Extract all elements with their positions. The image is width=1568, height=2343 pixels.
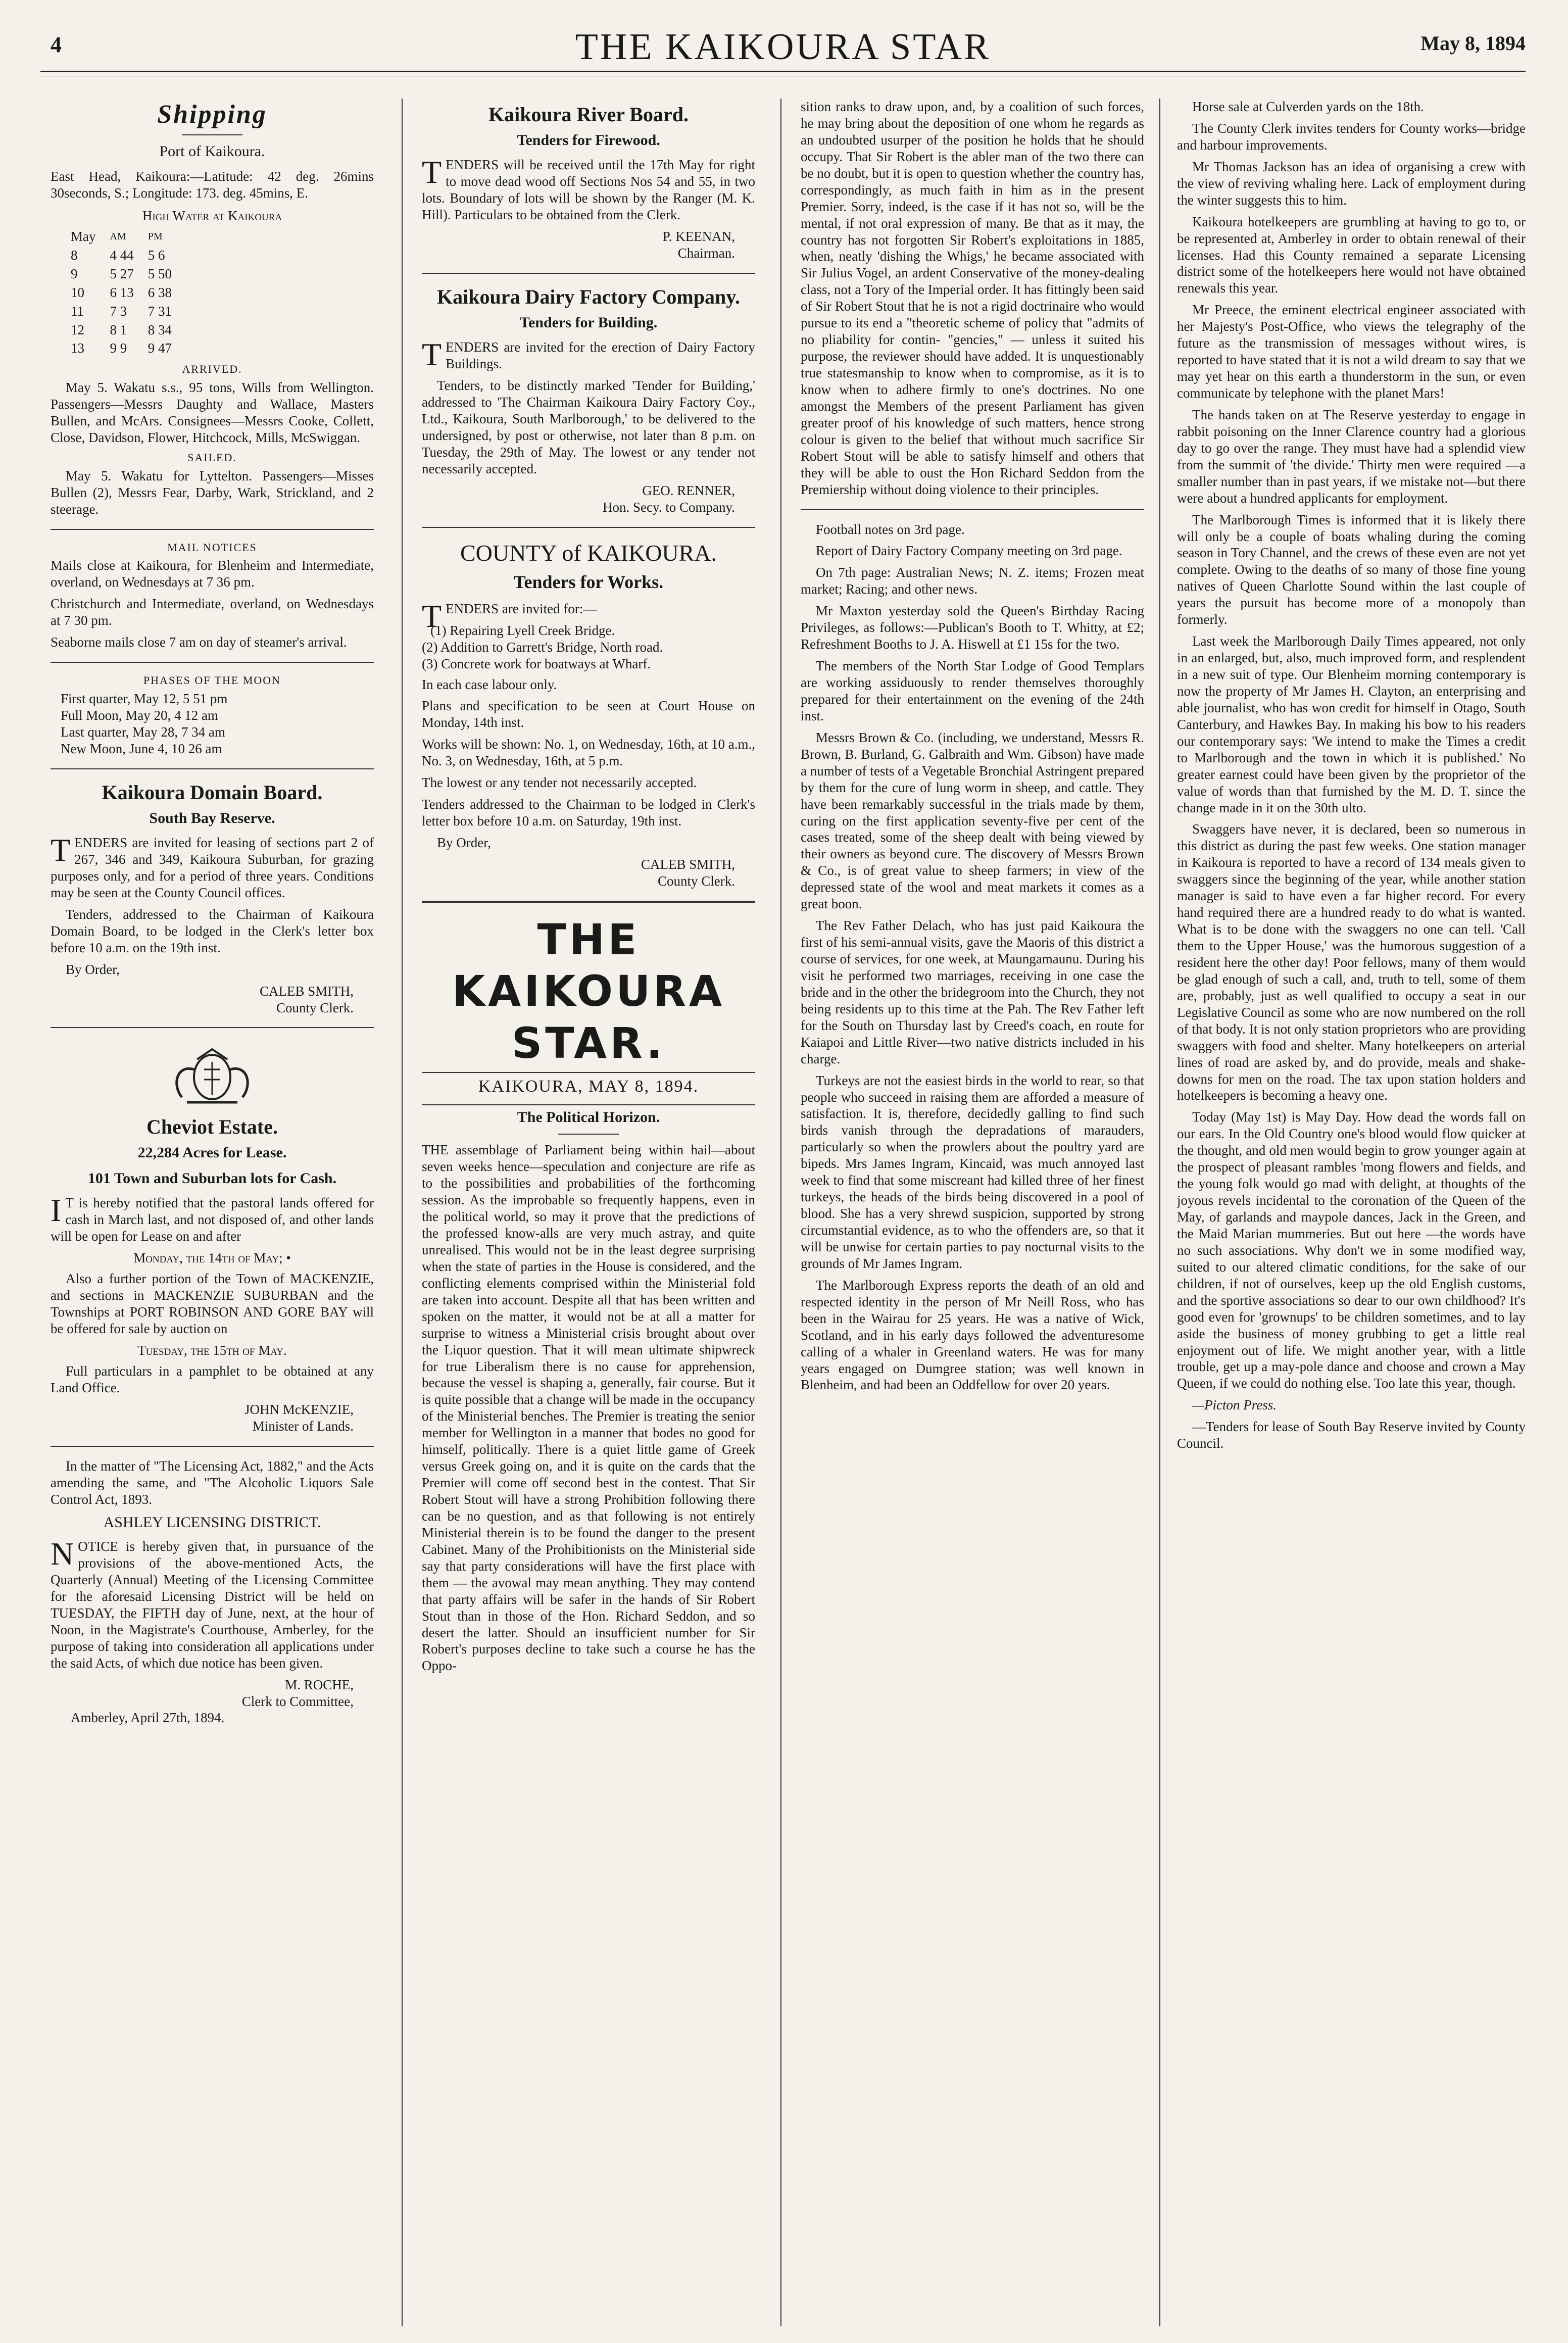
drop-cap: T bbox=[422, 154, 442, 190]
county-p4: The lowest or any tender not necessarily accepted. bbox=[422, 775, 697, 791]
domain-board-body2: Tenders, addressed to the Chairman of Kaikoura Domain Board, to be lodged in the Clerk's letter box before 10 a.m. on the 19th inst. bbox=[51, 906, 374, 955]
county-items bbox=[422, 622, 755, 672]
news-source: —Picton Press. bbox=[1192, 1397, 1277, 1413]
port-location: East Head, Kaikoura:—Latitude: 42 deg. 26mins 30seconds, S.; Longitude: 173. deg. 45mins, E. bbox=[51, 169, 374, 201]
signature-title: County Clerk. bbox=[276, 1000, 354, 1015]
tide-cell: 7 3 bbox=[110, 303, 127, 319]
news-item: Today (May 1st) is May Day. How dead the words fall on our ears. In the Old Country one's blood would flow quicker at the thought, and old men would begin to grow younger again at the prospect of pleasant rambles 'mong flowers and fields, and the young folk would go mad with delight, at thoughts of the joyous revels incidental to the coronation of the Queen of the May, of garlands and maypole dances, Jack in the Green, and the Maid Marian mummeries. But out here —the words have no such associations. Why don't we in some modified way, suited to our altered climatic conditions, for the sake of our children, if not of ourselves, keep up the old English customs, and the sportive associations so dear to our own childhood? It's good even for 'grownups' to be children sometimes, and to lay aside the business of money grubbing to get a little real enjoyment out of life. We might another year, with a little trouble, get up a may-pole dance and choose and crown a May Queen, if we could do nothing else. Too late this year, though. bbox=[1177, 1109, 1526, 1391]
tide-cell: 4 44 bbox=[110, 247, 134, 263]
tide-cell: 11 bbox=[71, 303, 84, 319]
tide-col-header: AM bbox=[110, 231, 126, 242]
tide-cell: 6 13 bbox=[110, 284, 134, 300]
news-item: Swaggers have never, it is declared, been so numerous in this district as during the past few weeks. One station manager in Kaikoura is reported to have a record of 134 meals given to swaggers since the beginning of the year, while another station manager is said to have even a far higher record. For every hand required there are a hundred ready to do what is wanted. What is to be done with the swaggers no one can tell. 'Call them to the Upper House,' was the humorous suggestion of a resident here the other day! Poor fellows, many of them would be glad enough of such a call, and, truth to tell, some of them are, probably, just as well qualified to occupy a seat in our Legislative Council as some who are now numbered on the roll of that body. It is not only station proprietors who are providing swaggers with food and shelter. Many hotelkeepers on arterial lines of road are asked by, and do provide, meals and shake-downs for men on the road. The tax upon station holders and hotelkeepers is becoming a heavy one. bbox=[1177, 821, 1526, 1103]
news-item: The County Clerk invites tenders for County works—bridge and harbour improvements. bbox=[1177, 120, 1526, 153]
column-2 bbox=[422, 99, 755, 1679]
tide-cell: 8 1 bbox=[110, 322, 127, 337]
masthead-date: May 8, 1894 bbox=[1420, 32, 1526, 55]
arrived-text: May 5. Wakatu s.s., 95 tons, Wills from Wellington. Passengers—Messrs Daughty and Wallace, Masters Bullen, and McArs. Consignees—Messrs Cooke, Collett, Close, Davidson, Flower, Hitchcock, Mills, McSwiggan. bbox=[51, 380, 374, 446]
news-item: Report of Dairy Factory Company meeting on 3rd page. bbox=[816, 543, 1122, 559]
news-item: Mr Preece, the eminent electrical engineer associated with her Majesty's Post-Office, who views the telegraphy of the future as the transmission of messages without wires, is reported to have stated that it is not a wild dream to say that we may yet hear on this earth a thunderstorm in the sun, or even communicate by telephone with the planet Mars! bbox=[1177, 302, 1526, 401]
shipping-heading: Shipping bbox=[157, 100, 267, 129]
tide-cell: 9 bbox=[71, 266, 78, 281]
dairy-heading: Kaikoura Dairy Factory Company. bbox=[437, 285, 740, 309]
signature-title: Clerk to Committee, bbox=[241, 1693, 354, 1709]
moon-line: New Moon, June 4, 10 26 am bbox=[61, 741, 222, 756]
licensing-heading: ASHLEY LICENSING DISTRICT. bbox=[103, 1514, 321, 1531]
river-board-body: ENDERS will be received until the 17th May for right to move dead wood off Sections Nos 54 and 55, in two lots. Boundary of lots will be shown by the Ranger (M. K. Hill). Particulars to be obtained from the Clerk. bbox=[422, 157, 755, 223]
news-item: Football notes on 3rd page. bbox=[816, 521, 965, 537]
licensing-body: OTICE is hereby given that, in pursuance of the provisions of the above-mentioned Acts, the Quarterly (Annual) Meeting of the Licensing Committee for the aforesaid Licensing District will be held on TUESDAY, the FIFTH day of June, next, at the hour of Noon, in the Magistrate's Courthouse, Amberley, for the purpose of taking into consideration all applications under the said Acts, of which due notice has been given. bbox=[51, 1539, 374, 1671]
drop-cap: T bbox=[422, 598, 442, 634]
county-intro: ENDERS are invited for:— bbox=[446, 601, 597, 616]
column-divider bbox=[402, 99, 403, 2326]
signature-title: Chairman. bbox=[677, 246, 735, 261]
masthead-title: THE KAIKOURA STAR bbox=[575, 26, 991, 68]
masthead bbox=[40, 20, 1526, 67]
drop-cap: I bbox=[51, 1192, 62, 1229]
news-item: Horse sale at Culverden yards on the 18th. bbox=[1192, 99, 1424, 114]
moon-line: Last quarter, May 28, 7 34 am bbox=[61, 724, 225, 740]
column-4 bbox=[1177, 99, 1526, 1457]
newspaper-flag: THE KAIKOURA STAR. bbox=[452, 914, 725, 1068]
list-item: (2) Addition to Garrett's Bridge, North road. bbox=[422, 639, 663, 655]
news-item: Turkeys are not the easiest birds in the world to rear, so that people who succeed in raising them are afforded a measure of satisfaction. It is, therefore, decidedly galling to find such birds vanish through the depradations of marauders, particularly so when the prowlers about the poultry yard are bipeds. Mrs James Ingram, Kincaid, was much annoyed last week to find that some miscreant had killed three of her finest turkeys, the heads of the birds being discovered in a pool of blood. She has a very shrewd suspicion, supported by strong circumstantial evidence, as to who the offenders are, so that it will be unwise for certain parties to pay nocturnal visits to the grounds of Mr James Ingram. bbox=[801, 1072, 1144, 1271]
licensing-intro: In the matter of "The Licensing Act, 1882," and the Acts amending the same, and "The Alcoholic Liquors Sale Control Act, 1893. bbox=[51, 1458, 374, 1507]
editorial-body: THE assemblage of Parliament being within hail—about seven weeks hence—speculation and conjecture are rife as to the possibilities and probabilities of the forthcoming session. As the improbable so frequently happens, even in the political world, so may it prove that the predictions of the professed know-alls are very much astray, and quite unrealised. This would not be in the least degree surprising when the state of parties in the House is considered, and the conflicting elements comprised within the Ministerial fold are taken into account. Despite all that has been written and spoken on the matter, it would not be at all a matter for surprise to witness a Ministerial crisis brought about over the Liquor question. That it will mean ultimate shipwreck for true Liberalism there is no cause for apprehension, because the vessel is shaping a, generally, fair course. But it is quite possible that a change will be made in the occupancy of the Ministerial benches. The Premier is treating the senior member for Wellington in a manner that bodes no good for himself, politically. There is a quiet little game of Greek versus Greek going on, and it is quite on the cards that the Premier will come off second best in the contest. That Sir Robert Stout will have a strong Prohibition following there can be no question, and as that following is not entirely Ministerial therein is to be found the danger to the present Cabinet. Many of the Prohibitionists on the Ministerial side say that party considerations will have the first place with them — the avowal may mean anything. They may contend that party affairs will be safer in the hands of Sir Robert Stout than in those of the Hon. Richard Seddon, and so desert the latter. Should an insufficient number for Sir Robert's purposes decline to take such a course he has the Oppo- bbox=[422, 1142, 755, 1674]
drop-cap: T bbox=[51, 832, 71, 868]
editorial-body-continued: sition ranks to draw upon, and, by a coalition of such forces, he may bring about the deposition of one whom he regards as an undoubted usurper of the position he holds that he should occupy. That Sir Robert is the abler man of the two there can be no doubt, but it is open to question whether the country has, correspondingly, as much faith in him as in the present Premier. Sorry, indeed, is the case if it has not so, will be the mental, if not oral expression of many. Be that as it may, the country has not forgotten Sir Robert's exploitations in 1885, when, neatly 'dishing the Whigs,' he became associated with Sir Julius Vogel, an ardent Conservative of the money-dealing class, not a Tory of the Imperial order. It has fittingly been said of Sir Robert Stout that he is not a rigid doctrinaire who would pursue to its end a "theoretic scheme of policy that "admits of no pliability for contin- "gencies," — unless it suited his purpose, the reviewer should have added. It is unquestionably true statesmanship to know when to compromise, as it is to know when to adhere firmly to one's doctrines. No one amongst the Members of the present Parliament has given greater proof of his knowledge of such matters, hence strong colour is given to the belief that without much sacrifice Sir Robert Stout will be able to satisfy himself and others that they will be able to oust the Hon Richard Seddon from the Premiership without doing violence to their principles. bbox=[801, 99, 1144, 497]
arrived-label: ARRIVED. bbox=[182, 363, 242, 376]
signature-name: CALEB SMITH, bbox=[641, 856, 735, 872]
drop-cap: T bbox=[422, 336, 442, 373]
tide-col-header: May bbox=[71, 228, 96, 244]
tide-cell: 5 50 bbox=[148, 266, 172, 281]
news-item: Last week the Marlborough Daily Times appeared, not only in an enlarged, but, also, much improved form, and resplendent in a new suit of type. Our Blenheim morning contemporary is now the property of Mr James H. Clayton, an enterprising and able journalist, who has won credit for himself in Otago, South Canterbury, and Hawkes Bay. In making his bow to his readers our contemporary says: 'We intend to make the Times a credit to Marlborough and the town in which it is published.' No greater earnest could have been given by the proprietor of the value of words than that furnished by the M. D. T. since the change made in it on the 30th ulto. bbox=[1177, 633, 1526, 815]
county-p5: Tenders addressed to the Chairman to be lodged in Clerk's letter box before 10 a.m. on Saturday, 19th inst. bbox=[422, 797, 755, 829]
tide-cell: 9 9 bbox=[110, 340, 127, 356]
dairy-body: ENDERS are invited for the erection of Dairy Factory Buildings. bbox=[446, 339, 755, 372]
signature-name: CALEB SMITH, bbox=[259, 983, 354, 999]
news-item: Mr Maxton yesterday sold the Queen's Birthday Racing Privileges, as follows:—Publican's Booth to T. Whitty, at £2; Refreshment Booths to J. A. Hiswell at £1 15s for the two. bbox=[801, 603, 1144, 652]
county-p3: Works will be shown: No. 1, on Wednesday, 16th, at 10 a.m., No. 3, on Wednesday, 16th, at 5 p.m. bbox=[422, 737, 755, 769]
cheviot-date2: Tuesday, the 15th of May. bbox=[137, 1342, 287, 1358]
coat-of-arms-icon bbox=[162, 1039, 263, 1110]
tide-cell: 5 6 bbox=[148, 247, 165, 263]
mail-line: Seaborne mails close 7 am on day of steamer's arrival. bbox=[51, 634, 347, 650]
news-item: The Marlborough Express reports the death of an old and respected identity in the person of Mr Neill Ross, who has been in the Wairau for 25 years. He was a native of Wick, Scotland, and in his early days followed the adventuresome calling of a whaler in Greenland waters. He was for many years engaged on Dumgree station; was well known in Blenheim, and had been an Oddfellow for over 20 years. bbox=[801, 1277, 1144, 1393]
moon-line: First quarter, May 12, 5 51 pm bbox=[61, 691, 228, 706]
tide-col-header: PM bbox=[148, 231, 163, 242]
port-title: Port of Kaikoura. bbox=[159, 143, 265, 160]
news-item: —Tenders for lease of South Bay Reserve invited by County Council. bbox=[1177, 1419, 1526, 1451]
signature-name: P. KEENAN, bbox=[662, 229, 735, 245]
drop-cap: N bbox=[51, 1536, 74, 1572]
news-item: The Rev Father Delach, who has just paid Kaikoura the first of his semi-annual visits, gave the Maoris of this district a course of services, for one week, at Maungamaunu. During his visit he performed two marriages, receiving in one case the bride and in the other the bridegroom into the Church, they not being residents up to this time at the Pah. The Rev Father left for the South on Thursday last by Creed's coach, en route for Kaiapoi and Little River—two native districts included in his charge. bbox=[801, 918, 1144, 1066]
page-number: 4 bbox=[51, 32, 62, 57]
column-3 bbox=[801, 99, 1144, 1398]
domain-board-heading: Kaikoura Domain Board. bbox=[102, 780, 323, 804]
news-item: Messrs Brown & Co. (including, we understand, Messrs R. Brown, B. Burland, G. Galbraith and Wm. Gibson) have made a number of tests of a Vegetable Bronchial Astringent prepared by them for the cure of lung worm in sheep, and cattle. They have been remarkably successful in the trials made by them, curing on the first application seventy-five per cent of the cases treated, some of the sheep dealt with being viewed by their owners as beyond cure. The discovery of Messrs Brown & Co., is of great value to sheep farmers; in view of the depressed state of the wool and meat markets it comes as a great boon. bbox=[801, 729, 1144, 912]
cheviot-body3: Full particulars in a pamphlet to be obtained at any Land Office. bbox=[51, 1363, 374, 1395]
mail-line: Mails close at Kaikoura, for Blenheim and Intermediate, overland, on Wednesdays at 7 36 pm. bbox=[51, 558, 374, 590]
cheviot-heading: Cheviot Estate. bbox=[146, 1115, 278, 1139]
cheviot-lots: 101 Town and Suburban lots for Cash. bbox=[87, 1169, 337, 1187]
tide-cell: 9 47 bbox=[148, 340, 172, 356]
tide-cell: 13 bbox=[71, 340, 84, 356]
news-item: The hands taken on at The Reserve yesterday to engage in rabbit poisoning on the Inner Clarence country had a glorious day to go over the range. They must have had a splendid view from the summit of 'the divide.' Thirty men were required —a smaller number than in past years, if we mistake not—but there were about a hundred applicants for employment. bbox=[1177, 407, 1526, 506]
column-divider bbox=[780, 99, 781, 2326]
column-divider bbox=[1159, 99, 1160, 2326]
signature-name: M. ROCHE, bbox=[285, 1677, 354, 1692]
domain-board-body: ENDERS are invited for leasing of sections part 2 of 267, 346 and 349, Kaikoura Suburban, for grazing purposes only, and for a period of three years. Conditions may be seen at the County Council offices. bbox=[51, 835, 374, 900]
signature-name: JOHN McKENZIE, bbox=[244, 1401, 354, 1417]
signature-title: County Clerk. bbox=[658, 873, 735, 889]
tide-cell: 7 31 bbox=[148, 303, 172, 319]
signature-date: Amberley, April 27th, 1894. bbox=[71, 1710, 225, 1726]
domain-board-sub: South Bay Reserve. bbox=[149, 809, 275, 826]
news-item: Kaikoura hotelkeepers are grumbling at having to go to, or be represented at, Amberley in order to obtain renewal of their licenses. Had this County remained a separate Licensing district some of the hotelkeepers here would not have obtained renewals this year. bbox=[1177, 214, 1526, 296]
news-item: Mr Thomas Jackson has an idea of organising a crew with the view of reviving whaling here. Lack of employment during the winter suggests this to him. bbox=[1177, 159, 1526, 208]
tide-cell: 10 bbox=[71, 284, 84, 300]
dairy-body2: Tenders, to be distinctly marked 'Tender for Building,' addressed to 'The Chairman Kaikoura Dairy Factory Coy., Ltd., Kaikoura, South Marlborough,' to be delivered to the undersigned, by post or otherwise, not later than 8 p.m. on Tuesday, the 29th of May. The lowest or any tender not necessarily accepted. bbox=[422, 378, 755, 476]
moon-heading: PHASES OF THE MOON bbox=[143, 674, 281, 687]
cheviot-body2: Also a further portion of the Town of MACKENZIE, and sections in MACKENZIE SUBURBAN and the Townships at PORT ROBINSON AND GORE BAY will be offered for sale by auction on bbox=[51, 1271, 374, 1337]
news-item: The Marlborough Times is informed that it is likely there will only be a couple of boats whaling during the coming season in Tory Channel, and the crews of these even are not yet complete. Owing to the deaths of so many of those fine young natives of Queen Charlotte Sound within the last couple of years the pursuit has become more of a monopoly than formerly. bbox=[1177, 512, 1526, 627]
river-board-heading: Kaikoura River Board. bbox=[488, 103, 689, 126]
county-order: By Order, bbox=[437, 835, 491, 851]
moon-line: Full Moon, May 20, 4 12 am bbox=[61, 707, 219, 723]
tide-table bbox=[71, 227, 186, 358]
tide-heading: High Water at Kaikoura bbox=[142, 208, 282, 223]
tide-cell: 6 38 bbox=[148, 284, 172, 300]
editorial-dateline: KAIKOURA, MAY 8, 1894. bbox=[478, 1077, 699, 1096]
domain-board-order: By Order, bbox=[66, 961, 120, 977]
tide-cell: 12 bbox=[71, 322, 84, 337]
news-item: The members of the North Star Lodge of Good Templars are working assiduously to render themselves thoroughly prepared for their entertainment on the evening of the 24th inst. bbox=[801, 658, 1144, 723]
tide-cell: 5 27 bbox=[110, 266, 134, 281]
tide-cell: 8 bbox=[71, 247, 78, 263]
sailed-text: May 5. Wakatu for Lyttelton. Passengers—Misses Bullen (2), Messrs Fear, Darby, Wark, Strickland, and 2 steerage. bbox=[51, 468, 374, 517]
sailed-label: SAILED. bbox=[187, 451, 237, 464]
mail-line: Christchurch and Intermediate, overland, on Wednesdays at 7 30 pm. bbox=[51, 596, 374, 628]
signature-title: Minister of Lands. bbox=[252, 1418, 354, 1434]
county-heading: COUNTY of KAIKOURA. bbox=[460, 540, 717, 566]
signature-title: Hon. Secy. to Company. bbox=[603, 499, 735, 515]
county-p2: Plans and specification to be seen at Court House on Monday, 14th inst. bbox=[422, 698, 755, 730]
masthead-rule bbox=[40, 71, 1526, 72]
mail-heading: MAIL NOTICES bbox=[167, 541, 257, 554]
editorial-heading: The Political Horizon. bbox=[517, 1108, 660, 1126]
county-p1: In each case labour only. bbox=[422, 676, 557, 692]
river-board-sub: Tenders for Firewood. bbox=[517, 131, 660, 149]
cheviot-date1: Monday, the 14th of May; • bbox=[133, 1250, 291, 1266]
cheviot-acres: 22,284 Acres for Lease. bbox=[137, 1144, 287, 1161]
list-item: (3) Concrete work for boatways at Wharf. bbox=[422, 656, 651, 671]
column-1 bbox=[51, 99, 374, 1726]
list-item: (1) Repairing Lyell Creek Bridge. bbox=[430, 622, 615, 638]
tide-cell: 8 34 bbox=[148, 322, 172, 337]
signature-name: GEO. RENNER, bbox=[642, 482, 735, 498]
news-item: On 7th page: Australian News; N. Z. items; Frozen meat market; Racing; and other news. bbox=[801, 565, 1144, 597]
dairy-sub: Tenders for Building. bbox=[519, 314, 658, 331]
cheviot-body: T is hereby notified that the pastoral lands offered for cash in March last, and not disposed of, and other lands will be open for Lease on and after bbox=[51, 1195, 374, 1244]
county-sub: Tenders for Works. bbox=[513, 571, 664, 592]
